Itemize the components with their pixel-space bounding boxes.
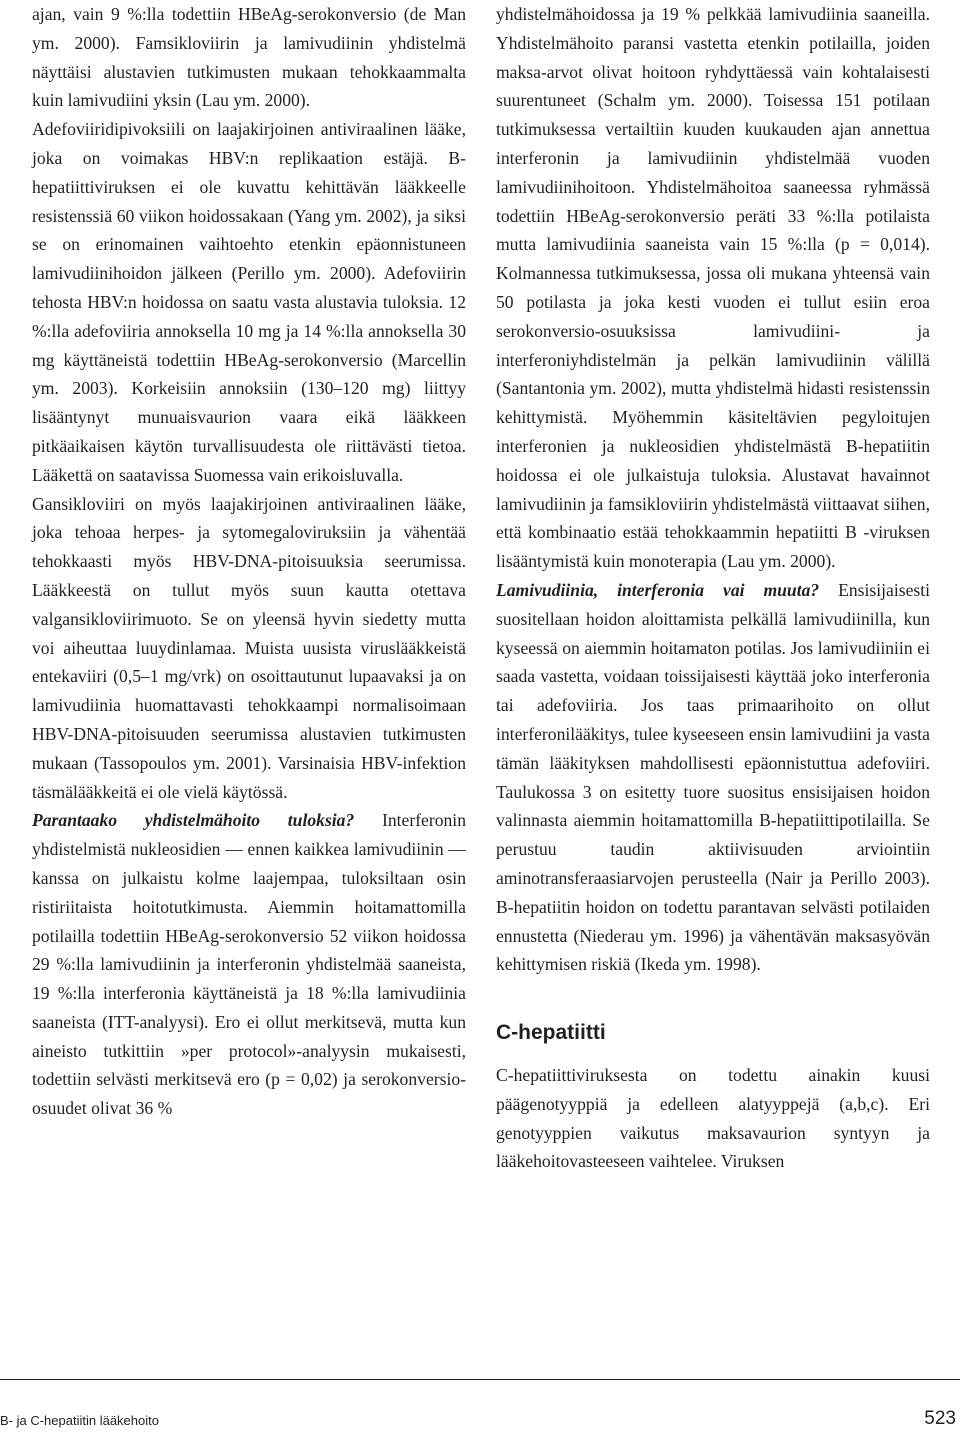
running-title: B- ja C-hepatiitin lääkehoito <box>0 1413 159 1428</box>
paragraph: ajan, vain 9 %:lla todettiin HBeAg-serokonversio (de Man ym. 2000). Famsikloviirin ja lamivudiinin yhdistelmä näyttäisi alustavien tutkimusten mukaan tehokkaammalta kuin lamivudiini yksin (Lau ym. 2000). <box>32 4 466 111</box>
paragraph-subheading: Parantaako yhdistelmähoito tuloksia? <box>32 810 355 831</box>
page-footer <box>0 1379 960 1432</box>
paragraph: Gansikloviiri on myös laajakirjoinen antiviraalinen lääke, joka tehoaa herpes- ja sytomegaloviruksiin ja vähentää tehokkaasti myös HBV-DNA-pitoisuuksia seerumissa. Lääkkeestä on tullut myös suun kautta otettava valgansikloviirimuoto. Se on yleensä hyvin siedetty mutta voi aiheuttaa luuydinlamaa. Muista uusista viruslääkkeistä entekaviiri (0,5–1 mg/vrk) on osoittautunut lupaavaksi ja on lamivudiinia huomattavasti tehokkaampi normalisoimaan HBV-DNA-pitoisuuden seerumissa alustavien tutkimusten mukaan (Tassopoulos ym. 2001). Varsinaisia HBV-infektion täsmälääkkeitä ei ole vielä käytössä. <box>32 493 466 802</box>
left-column <box>32 0 466 1123</box>
paragraph: yhdistelmähoidossa ja 19 % pelkkää lamivudiinia saaneilla. Yhdistelmähoito paransi vastetta etenkin potilailla, joiden maksa-arvot olivat hoitoon ryhdyttäessä vain kohtalaisesti suurentuneet (Schalm ym. 2000). Toisessa 151 potilaan tutkimuksessa vertailtiin kuuden kuukauden ajan annettua interferonin ja lamivudiinin yhdistelmää vuoden lamivudiinihoitoon. Yhdistelmähoitoa saaneessa ryhmässä todettiin HBeAg-serokonversio peräti 33 %:lla potilaista mutta lamivudiinia saaneista vain 15 %:lla (p = 0,014). Kolmannessa tutkimuksessa, jossa oli mukana yhteensä vain 50 potilasta ja joka kesti vuoden ei tullut esiin eroa serokonversio-osuuksissa lamivudiini- ja interferoniyhdistelmän ja pelkän lamivudiinin välillä (Santantonia ym. 2002), mutta yhdistelmä hidasti resistenssin kehittymistä. Myöhemmin käsiteltävien pegyloitujen interferonien ja nukleosidien yhdistelmästä B-hepatiitin hoidossa ei ole julkaistuja tuloksia. Alustavat havainnot lamivudiinin ja famsikloviirin yhdistelmästä viittaavat siihen, että kombinaatio estää tehokkaammin hepatiitti B -viruksen lisääntymistä kuin monoterapia (Lau ym. 2000). <box>496 4 930 572</box>
paragraph: C-hepatiittiviruksesta on todettu ainakin kuusi päägenotyyppiä ja edelleen alatyyppejä (a,b,c). Eri genotyyppien vaikutus maksavaurion syntyyn ja lääkehoitovasteeseen vaihtelee. Viruksen <box>496 1065 930 1172</box>
page-number: 523 <box>924 1408 956 1429</box>
paragraph-body: Interferonin yhdistelmistä nukleosidien — ennen kaikkea lamivudiinin — kanssa on julkaistu kolme laajempaa, tuloksiltaan osin ristiriitaista hoitotutkimusta. Aiemmin hoitamattomilla potilailla todettiin HBeAg-serokonversio 52 viikon hoidossa 29 %:lla lamivudiinin ja interferonin yhdistelmää saaneista, 19 %:lla interferonia käyttäneistä ja 18 %:lla lamivudiinia saaneista (ITT-analyysi). Ero ei ollut merkitsevä, mutta kun aineisto tutkittiin »per protocol»-analyysin mukaisesti, todettiin selvästi merkitsevä ero (p = 0,02) ja serokonversio-osuudet olivat 36 % <box>32 810 466 1119</box>
section-heading: C-hepatiitti <box>496 1021 606 1045</box>
paragraph <box>496 576 930 979</box>
paragraph-subheading: Lamivudiinia, interferonia vai muuta? <box>496 579 820 600</box>
paragraph <box>32 806 466 1123</box>
right-column <box>496 0 930 1176</box>
paragraph-body: Ensisijaisesti suositellaan hoidon aloittamista pelkällä lamivudiinilla, kun kyseessä on aiemmin hoitamaton potilas. Jos lamivudiiniin ei saada vastetta, voidaan toissijaisesti käyttää joko interferonia tai adefoviiria. Jos taas primaarihoito on ollut interferonilääkitys, tulee kyseeseen ensin lamivudiini ja vasta tämän lääkityksen mahdollisesti epäonnistuttua adefoviiri. Taulukossa 3 on esitetty tuore suositus ensisijaisen hoidon valinnasta aiemmin hoitamattomilla B-hepatiittipotilailla. Se perustuu taudin aktiivisuuden arviointiin aminotransferaasiarvojen perusteella (Nair ja Perillo 2003). B-hepatiitin hoidon on todettu parantavan selvästi potilaiden ennustetta (Niederau ym. 1996) ja vähentävän maksasyövän kehittymisen riskiä (Ikeda ym. 1998). <box>496 579 930 975</box>
paragraph: Adefoviiridipivoksiili on laajakirjoinen antiviraalinen lääke, joka on voimakas HBV:n replikaation estäjä. B-hepatiittiviruksen ei ole kuvattu kehittävän lääkkeelle resistenssiä 60 viikon hoidossakaan (Yang ym. 2002), ja siksi se on erinomainen vaihtoehto etenkin epäonnistuneen lamivudiinihoidon jälkeen (Perillo ym. 2000). Adefoviirin tehosta HBV:n hoidossa on saatu vasta alustavia tuloksia. 12 %:lla adefoviiria annoksella 10 mg ja 14 %:lla annoksella 30 mg käyttäneistä todettiin HBeAg-serokonversio (Marcellin ym. 2003). Korkeisiin annoksiin (130–120 mg) liittyy lisääntynyt munuaisvaurion vaara eikä lääkkeen pitkäaikaisen käytön turvallisuudesta ole riittävästi tietoa. Lääkettä on saatavissa Suomessa vain erikoisluvalla. <box>32 119 466 485</box>
